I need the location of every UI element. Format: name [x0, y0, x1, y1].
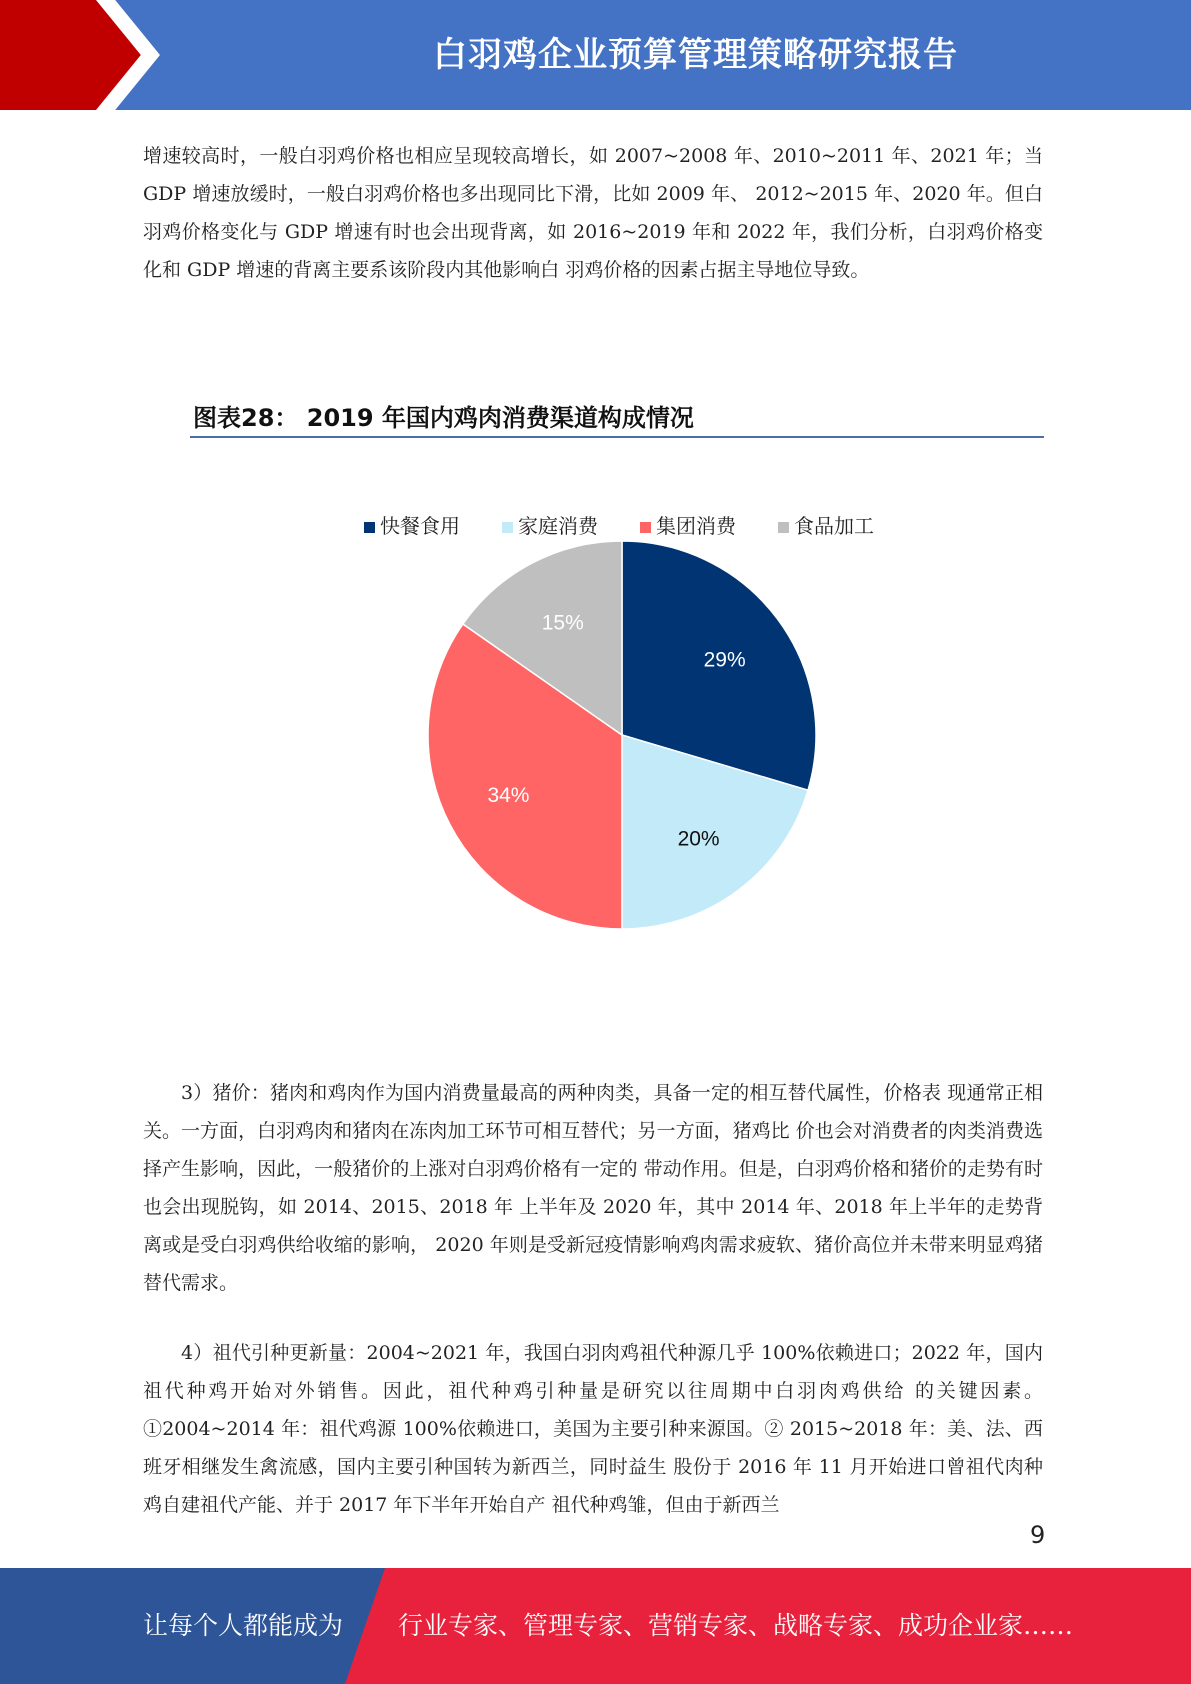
chart-legend — [364, 514, 874, 538]
report-title: 白羽鸡企业预算管理策略研究报告 — [433, 35, 958, 75]
footer-slogan-right: 行业专家、管理专家、营销专家、战略专家、成功企业家…… — [398, 1611, 1074, 1640]
page-header — [0, 0, 1191, 110]
legend-swatch-0 — [364, 522, 375, 533]
footer-slogan-left: 让每个人都能成为 — [143, 1611, 344, 1640]
legend-label-0: 快餐食用 — [380, 514, 460, 538]
page-number: 9 — [1030, 1521, 1046, 1549]
legend-swatch-2 — [640, 522, 651, 533]
pie-data-label-2: 34% — [487, 784, 530, 808]
legend-label-2: 集团消费 — [656, 514, 736, 538]
pie-slices — [428, 541, 816, 929]
figure-title: 图表28： 2019 年国内鸡肉消费渠道构成情况 — [193, 404, 694, 432]
legend-swatch-1 — [502, 522, 513, 533]
pie-data-label-3: 15% — [541, 611, 584, 635]
body-paragraph-pork-price: 3）猪价：猪肉和鸡肉作为国内消费量最高的两种肉类，具备一定的相互替代属性，价格表 现通常正相关。一方面，白羽鸡肉和猪肉在冻肉加工环节可相互替代；另一方面，猪鸡比 价也会对消费者的肉类消费选择产生影响，因此，一般猪价的上涨对白羽鸡价格有一定的 带动作用。但是，白羽鸡价格和猪价的走势有时也会出现脱钩，如 2014、2015、2018 年 上半年及 2020 年，其中 2014 年、2018 年上半年的走势背离或是受白羽鸡供给收缩的影响， 2020 年则是受新冠疫情影响鸡肉需求疲软、猪价高位并未带来明显鸡猪替代需求。 — [143, 1082, 1043, 1294]
pie-data-label-1: 20% — [677, 827, 720, 851]
figure-title-rule — [190, 436, 1044, 438]
header-red-arrow — [0, 0, 160, 110]
page-footer — [0, 1568, 1191, 1684]
legend-swatch-3 — [778, 522, 789, 533]
pie-data-label-0: 29% — [703, 648, 746, 672]
legend-label-1: 家庭消费 — [518, 514, 598, 538]
body-paragraph-grandparent-stock: 4）祖代引种更新量：2004~2021 年，我国白羽肉鸡祖代种源几乎 100%依赖进口；2022 年，国内祖代种鸡开始对外销售。因此，祖代种鸡引种量是研究以往周期中白羽肉鸡供给 的关键因素。①2004~2014 年：祖代鸡源 100%依赖进口，美国为主要引种来源国。② 2015~2018 年：美、法、西班牙相继发生禽流感，国内主要引种国转为新西兰，同时益生 股份于 2016 年 11 月开始进口曾祖代肉种鸡自建祖代产能、并于 2017 年下半年开始自产 祖代种鸡雏，但由于新西兰 — [143, 1342, 1043, 1516]
body-paragraph-gdp: 增速较高时，一般白羽鸡价格也相应呈现较高增长，如 2007~2008 年、2010~2011 年、2021 年；当 GDP 增速放缓时，一般白羽鸡价格也多出现同比下滑，比如 2009 年、 2012~2015 年、2020 年。但白羽鸡价格变化与 GDP 增速有时也会出现背离，如 2016~2019 年和 2022 年，我们分析，白羽鸡价格变化和 GDP 增速的背离主要系该阶段内其他影响白 羽鸡价格的因素占据主导地位导致。 — [143, 145, 1043, 281]
pie-chart — [300, 500, 940, 950]
legend-label-3: 食品加工 — [794, 514, 874, 538]
